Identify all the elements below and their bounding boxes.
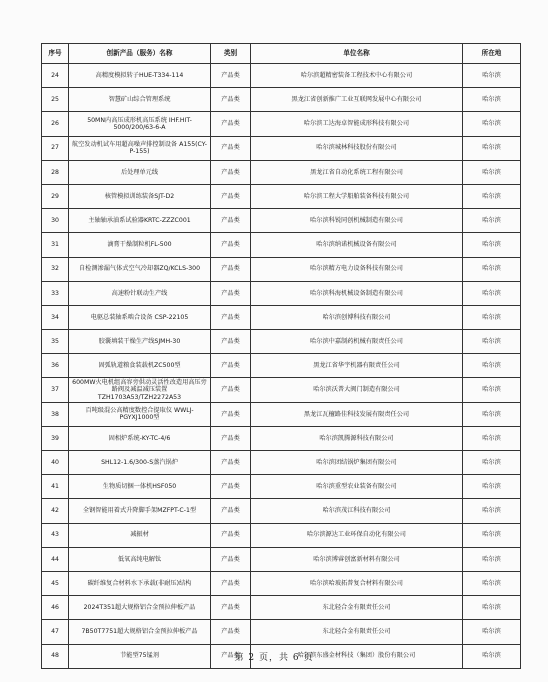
cell-category: 产品类 — [211, 620, 251, 644]
cell-product: 全钢智能用着式升降脚手架MZFPT-C-1型 — [69, 499, 211, 523]
cell-product: 航空发动机试车用超高噪声排控制设备 A155(CY-P-155) — [69, 136, 211, 160]
cell-city: 哈尔滨 — [463, 112, 521, 136]
cell-no: 35 — [42, 330, 69, 354]
cell-category: 产品类 — [211, 475, 251, 499]
cell-no: 38 — [42, 402, 69, 426]
cell-city: 哈尔滨 — [463, 596, 521, 620]
table-header-row — [42, 44, 521, 64]
cell-no: 44 — [42, 547, 69, 571]
cell-city: 哈尔滨 — [463, 378, 521, 402]
cell-company: 黑龙江瓦檀路佳科技发展有限责任公司 — [251, 402, 463, 426]
cell-no: 42 — [42, 499, 69, 523]
table-row — [42, 281, 521, 305]
cell-no: 37 — [42, 378, 69, 402]
table-row — [42, 184, 521, 208]
cell-company: 哈尔滨沃普大阀门制造有限公司 — [251, 378, 463, 402]
cell-company: 东北轻合金有限责任公司 — [251, 620, 463, 644]
cell-city: 哈尔滨 — [463, 330, 521, 354]
table-row — [42, 233, 521, 257]
table-row — [42, 547, 521, 571]
table-row — [42, 523, 521, 547]
cell-company: 哈尔滨科锐同创机械制造有限公司 — [251, 209, 463, 233]
cell-category: 产品类 — [211, 88, 251, 112]
cell-no: 41 — [42, 475, 69, 499]
cell-no: 36 — [42, 354, 69, 378]
cell-category: 产品类 — [211, 281, 251, 305]
cell-company: 哈尔滨茂江科技有限公司 — [251, 499, 463, 523]
table-body — [42, 64, 521, 669]
cell-company: 哈尔滨哈玻拓普复合材料有限公司 — [251, 571, 463, 595]
cell-product: 固相炉系统-KY-TC-4/6 — [69, 426, 211, 450]
table-row — [42, 402, 521, 426]
cell-city: 哈尔滨 — [463, 209, 521, 233]
table-row — [42, 136, 521, 160]
cell-category: 产品类 — [211, 523, 251, 547]
cell-no: 27 — [42, 136, 69, 160]
header-category: 类别 — [211, 44, 251, 64]
cell-no: 24 — [42, 64, 69, 88]
cell-city: 哈尔滨 — [463, 571, 521, 595]
cell-city: 哈尔滨 — [463, 184, 521, 208]
cell-company: 哈尔滨纳诺机械设备有限公司 — [251, 233, 463, 257]
cell-category: 产品类 — [211, 209, 251, 233]
cell-no: 40 — [42, 451, 69, 475]
cell-product: 核管模拟训练装备SJT-D2 — [69, 184, 211, 208]
cell-category: 产品类 — [211, 160, 251, 184]
cell-no: 48 — [42, 644, 69, 668]
cell-no: 39 — [42, 426, 69, 450]
cell-category: 产品类 — [211, 596, 251, 620]
cell-category: 产品类 — [211, 378, 251, 402]
cell-product: 电驱总装轴系啮合设备 CSP-22105 — [69, 305, 211, 329]
header-city: 所在地 — [463, 44, 521, 64]
cell-category: 产品类 — [211, 330, 251, 354]
cell-no: 26 — [42, 112, 69, 136]
cell-product: 7B50T7751超大规格铝合金预拉伸板产品 — [69, 620, 211, 644]
cell-no: 47 — [42, 620, 69, 644]
table-row — [42, 620, 521, 644]
cell-company: 哈尔滨东盛金材科技（集团）股份有限公司 — [251, 644, 463, 668]
header-no: 序号 — [42, 44, 69, 64]
cell-city: 哈尔滨 — [463, 64, 521, 88]
table-row — [42, 499, 521, 523]
cell-category: 产品类 — [211, 571, 251, 595]
cell-category: 产品类 — [211, 354, 251, 378]
cell-city: 哈尔滨 — [463, 451, 521, 475]
cell-city: 哈尔滨 — [463, 160, 521, 184]
table-row — [42, 257, 521, 281]
table-row — [42, 596, 521, 620]
cell-product: 高精度模拟转子HUE-T334-114 — [69, 64, 211, 88]
cell-category: 产品类 — [211, 112, 251, 136]
cell-no: 45 — [42, 571, 69, 595]
products-table — [41, 43, 521, 669]
cell-company: 哈尔滨精方电力设备科技有限公司 — [251, 257, 463, 281]
cell-product: 节能型75锰剂 — [69, 644, 211, 668]
cell-product: 后处理单元线 — [69, 160, 211, 184]
cell-product: 低氧高纯电解钛 — [69, 547, 211, 571]
cell-category: 产品类 — [211, 547, 251, 571]
cell-city: 哈尔滨 — [463, 644, 521, 668]
cell-category: 产品类 — [211, 257, 251, 281]
cell-city: 哈尔滨 — [463, 402, 521, 426]
cell-product: 碳纤维复合材料水下承载(非耐压)结构 — [69, 571, 211, 595]
cell-company: 哈尔滨中嘉制药机械有限责任公司 — [251, 330, 463, 354]
cell-category: 产品类 — [211, 136, 251, 160]
cell-company: 黑龙江省创新推广工业互联网发展中心有限公司 — [251, 88, 463, 112]
table-row — [42, 354, 521, 378]
cell-product: 自检测渗漏气体式空气冷却器ZQ/KCLS-300 — [69, 257, 211, 281]
cell-city: 哈尔滨 — [463, 305, 521, 329]
cell-no: 43 — [42, 523, 69, 547]
cell-company: 哈尔滨工程大学船舶装备科技有限公司 — [251, 184, 463, 208]
cell-category: 产品类 — [211, 305, 251, 329]
cell-city: 哈尔滨 — [463, 88, 521, 112]
cell-category: 产品类 — [211, 644, 251, 668]
cell-category: 产品类 — [211, 184, 251, 208]
cell-company: 东北轻合金有限责任公司 — [251, 596, 463, 620]
cell-product: 2024T351超大规格铝合金预拉伸板产品 — [69, 596, 211, 620]
cell-product: 胶囊填装干燥生产线SJMH-30 — [69, 330, 211, 354]
cell-product: 50MN内高压成形机高压系统 IHF.HIT-5000/200/63-6-A — [69, 112, 211, 136]
cell-no: 29 — [42, 184, 69, 208]
cell-product: 百吨级混公高精度数控合提取仪 WWLJ-PGYXJ1000型 — [69, 402, 211, 426]
cell-city: 哈尔滨 — [463, 233, 521, 257]
table-row — [42, 426, 521, 450]
cell-city: 哈尔滨 — [463, 426, 521, 450]
cell-category: 产品类 — [211, 64, 251, 88]
table-row — [42, 451, 521, 475]
cell-company: 哈尔滨重型农业装备有限公司 — [251, 475, 463, 499]
cell-no: 25 — [42, 88, 69, 112]
cell-product: 高速粉针联动生产线 — [69, 281, 211, 305]
cell-city: 哈尔滨 — [463, 257, 521, 281]
table-row — [42, 305, 521, 329]
cell-city: 哈尔滨 — [463, 499, 521, 523]
cell-category: 产品类 — [211, 451, 251, 475]
table-row — [42, 378, 521, 402]
cell-product: 减振材 — [69, 523, 211, 547]
header-company: 单位名称 — [251, 44, 463, 64]
cell-city: 哈尔滨 — [463, 354, 521, 378]
cell-city: 哈尔滨 — [463, 281, 521, 305]
cell-product: 滴膏干燥制粒机FL-500 — [69, 233, 211, 257]
cell-company: 哈尔滨科海机械设备制造有限公司 — [251, 281, 463, 305]
cell-city: 哈尔滨 — [463, 475, 521, 499]
page-number: 第 2 页，共 6 页 — [234, 653, 314, 663]
table-row — [42, 112, 521, 136]
table-row — [42, 475, 521, 499]
cell-company: 哈尔滨超精密装备工程技术中心有限公司 — [251, 64, 463, 88]
table-row — [42, 88, 521, 112]
header-product: 创新产品（服务）名称 — [69, 44, 211, 64]
cell-category: 产品类 — [211, 499, 251, 523]
cell-company: 哈尔滨源达工业环保自动化有限公司 — [251, 523, 463, 547]
cell-city: 哈尔滨 — [463, 523, 521, 547]
cell-product: 600MW火电机组高容旁供动灵活性改造用高压旁路阀及减温减压装置 TZH1703A53/TZH2272A53 — [69, 378, 211, 402]
table-row — [42, 64, 521, 88]
cell-product: 固弧轨道粮食装载机ZC500型 — [69, 354, 211, 378]
cell-city: 哈尔滨 — [463, 136, 521, 160]
cell-category: 产品类 — [211, 233, 251, 257]
cell-company: 哈尔滨团结锅炉集团有限公司 — [251, 451, 463, 475]
cell-company: 哈尔滨凯腾源科技有限公司 — [251, 426, 463, 450]
cell-product: 生物质切捆一体机HSF050 — [69, 475, 211, 499]
table-row — [42, 571, 521, 595]
table-row — [42, 160, 521, 184]
cell-company: 黑龙江省华宇机器有限责任公司 — [251, 354, 463, 378]
cell-no: 28 — [42, 160, 69, 184]
cell-no: 46 — [42, 596, 69, 620]
cell-category: 产品类 — [211, 426, 251, 450]
cell-no: 34 — [42, 305, 69, 329]
cell-city: 哈尔滨 — [463, 547, 521, 571]
cell-company: 黑龙江省自动化系统工程有限公司 — [251, 160, 463, 184]
cell-company: 哈尔滨城林科技股份有限公司 — [251, 136, 463, 160]
cell-city: 哈尔滨 — [463, 620, 521, 644]
table-row — [42, 209, 521, 233]
cell-category: 产品类 — [211, 402, 251, 426]
cell-no: 30 — [42, 209, 69, 233]
cell-no: 33 — [42, 281, 69, 305]
cell-product: 主轴轴承油系试验器KRTC-ZZZC001 — [69, 209, 211, 233]
cell-product: SHL12-1.6/300-S蒸汽锅炉 — [69, 451, 211, 475]
cell-company: 哈尔滨创博科技有限公司 — [251, 305, 463, 329]
cell-company: 哈尔滨工达海卓智能成形科技有限公司 — [251, 112, 463, 136]
cell-no: 32 — [42, 257, 69, 281]
table-row — [42, 330, 521, 354]
cell-product: 智慧矿山综合管理系统 — [69, 88, 211, 112]
cell-company: 哈尔滨博睿创富新材料有限公司 — [251, 547, 463, 571]
cell-no: 31 — [42, 233, 69, 257]
